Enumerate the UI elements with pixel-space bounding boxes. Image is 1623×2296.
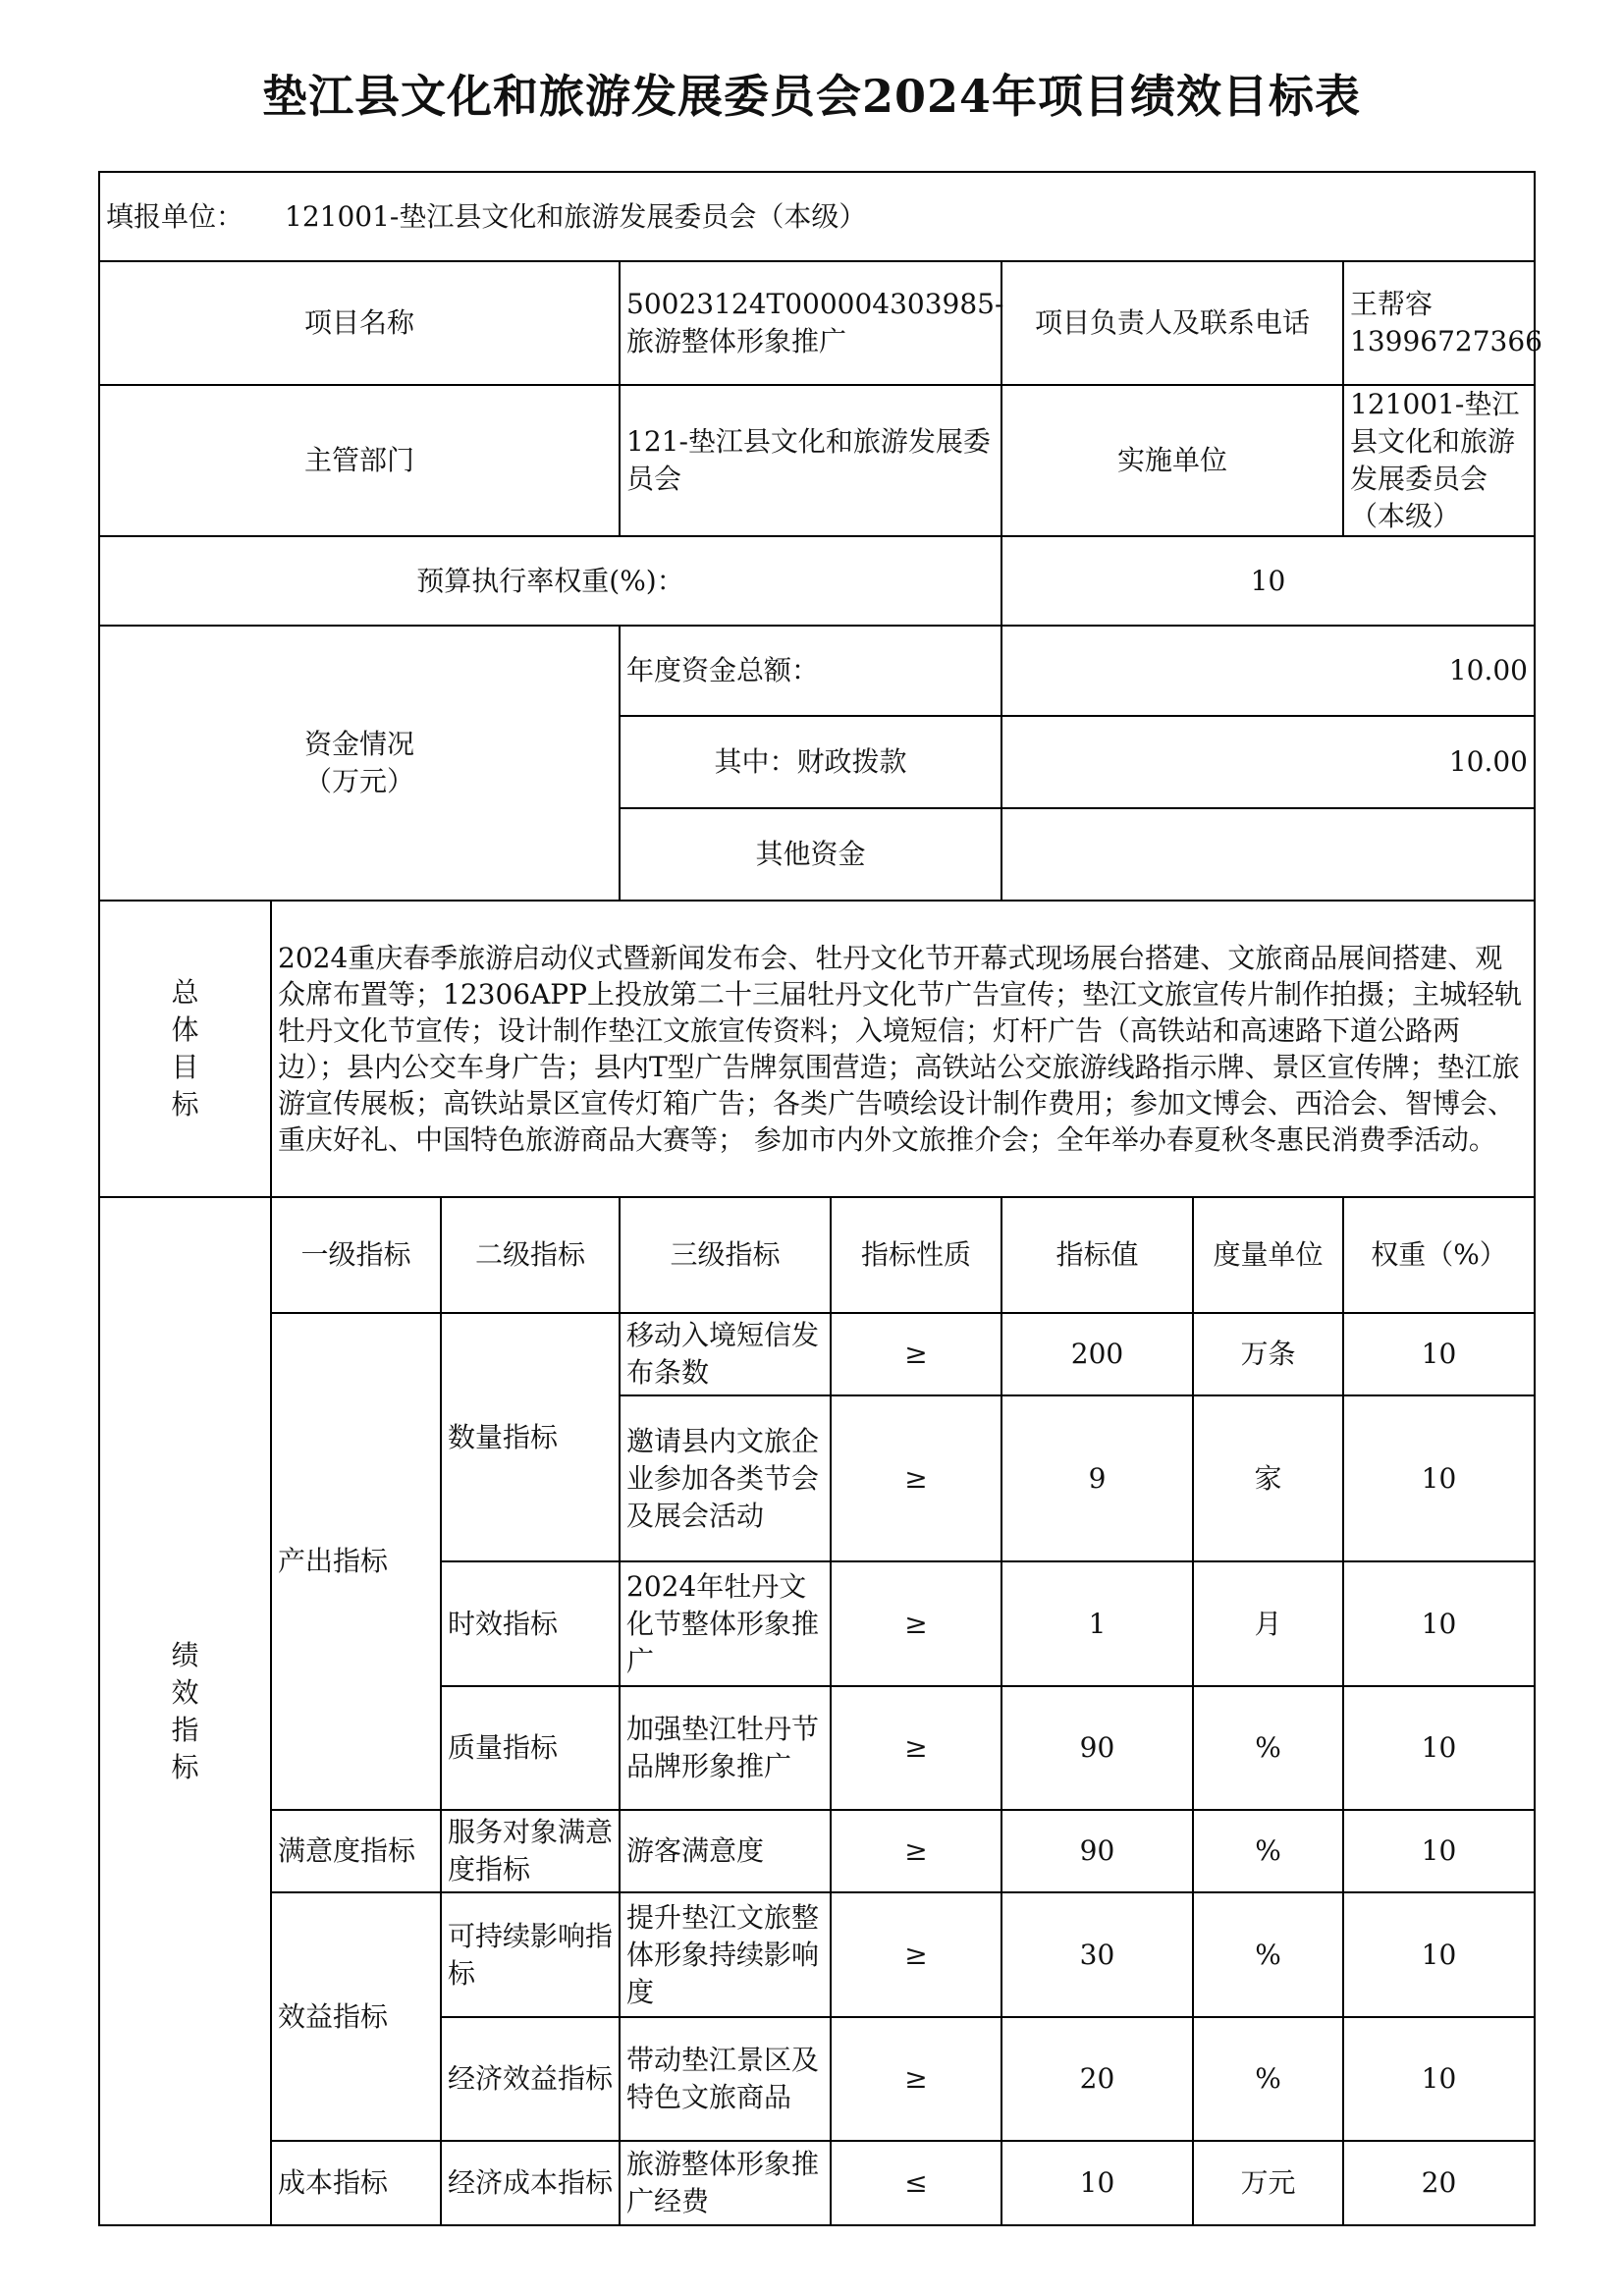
indicator-nature: ≥ <box>831 2017 1001 2141</box>
budget-rate-value: 10 <box>1001 536 1535 626</box>
header-level2: 二级指标 <box>441 1197 620 1313</box>
level1-benefit: 效益指标 <box>271 1892 441 2141</box>
funds-label: 资金情况 （万元） <box>99 626 620 901</box>
indicator-nature: ≥ <box>831 1686 1001 1810</box>
funds-total-value: 10.00 <box>1001 626 1535 716</box>
indicator-value: 9 <box>1001 1395 1193 1561</box>
indicator-nature: ≥ <box>831 1810 1001 1892</box>
fill-unit-label: 填报单位： <box>106 199 244 233</box>
header-level1: 一级指标 <box>271 1197 441 1313</box>
impl-unit-value: 121001-垫江县文化和旅游发展委员会（本级） <box>1343 385 1535 536</box>
indicator-unit: % <box>1193 1686 1343 1810</box>
indicator-unit: % <box>1193 1810 1343 1892</box>
dept-label: 主管部门 <box>99 385 620 536</box>
indicator-value: 10 <box>1001 2141 1193 2225</box>
indicator-unit: 万元 <box>1193 2141 1343 2225</box>
overall-goal-text: 2024重庆春季旅游启动仪式暨新闻发布会、牡丹文化节开幕式现场展台搭建、文旅商品展间搭建、观众席布置等；12306APP上投放第二十三届牡丹文化节广告宣传；垫江文旅宣传片制作拍摄；主城轻轨牡丹文化节宣传；设计制作垫江文旅宣传资料；入境短信；灯杆广告（高铁站和高速路下道公路两边）；县内公交车身广告；县内T型广告牌氛围营造；高铁站公交旅游线路指示牌、景区宣传牌；垫江旅游宣传展板；高铁站景区宣传灯箱广告；各类广告喷绘设计制作费用；参加文博会、西洽会、智博会、重庆好礼、中国特色旅游商品大赛等； 参加市内外文旅推介会；全年举办春夏秋冬惠民消费季活动。 <box>271 901 1535 1197</box>
indicator-unit: 月 <box>1193 1561 1343 1686</box>
indicator-weight: 10 <box>1343 2017 1535 2141</box>
funds-total-label: 年度资金总额： <box>620 626 1001 716</box>
project-name-label: 项目名称 <box>99 261 620 385</box>
impl-unit-label: 实施单位 <box>1001 385 1343 536</box>
indicator-nature: ≥ <box>831 1313 1001 1395</box>
header-level3: 三级指标 <box>620 1197 831 1313</box>
funds-other-label: 其他资金 <box>620 808 1001 901</box>
indicator-weight: 10 <box>1343 1395 1535 1561</box>
table-row <box>99 2141 1535 2225</box>
level2-timeliness: 时效指标 <box>441 1561 620 1686</box>
level3-indicator: 游客满意度 <box>620 1810 831 1892</box>
indicator-weight: 10 <box>1343 1561 1535 1686</box>
level2-economic-benefit: 经济效益指标 <box>441 2017 620 2141</box>
table-row <box>99 1810 1535 1892</box>
level3-indicator: 旅游整体形象推广经费 <box>620 2141 831 2225</box>
indicator-value: 20 <box>1001 2017 1193 2141</box>
indicator-unit: 家 <box>1193 1395 1343 1561</box>
indicator-nature: ≥ <box>831 1892 1001 2017</box>
indicator-nature: ≥ <box>831 1561 1001 1686</box>
indicator-unit: 万条 <box>1193 1313 1343 1395</box>
indicator-value: 1 <box>1001 1561 1193 1686</box>
level3-indicator: 移动入境短信发布条数 <box>620 1313 831 1395</box>
indicator-nature: ≤ <box>831 2141 1001 2225</box>
budget-rate-label: 预算执行率权重(%)： <box>99 536 1001 626</box>
level1-satisfaction: 满意度指标 <box>271 1810 441 1892</box>
level2-quality: 质量指标 <box>441 1686 620 1810</box>
indicator-weight: 20 <box>1343 2141 1535 2225</box>
level2-economic-cost: 经济成本指标 <box>441 2141 620 2225</box>
header-value: 指标值 <box>1001 1197 1193 1313</box>
fill-unit-value: 121001-垫江县文化和旅游发展委员会（本级） <box>285 199 867 233</box>
level3-indicator: 带动垫江景区及特色文旅商品 <box>620 2017 831 2141</box>
level2-sustainable-impact: 可持续影响指标 <box>441 1892 620 2017</box>
performance-indicators-label: 绩 效 指 标 <box>99 1197 271 2225</box>
performance-target-table <box>98 171 1542 2226</box>
level1-output: 产出指标 <box>271 1313 441 1810</box>
table-row <box>99 1892 1535 2017</box>
project-leader-value: 王帮容13996727366 <box>1343 261 1535 385</box>
project-leader-label: 项目负责人及联系电话 <box>1001 261 1343 385</box>
level3-indicator: 提升垫江文旅整体形象持续影响度 <box>620 1892 831 2017</box>
funds-other-value <box>1001 808 1535 901</box>
indicator-weight: 10 <box>1343 1810 1535 1892</box>
indicator-weight: 10 <box>1343 1892 1535 2017</box>
funds-fiscal-value: 10.00 <box>1001 716 1535 808</box>
level3-indicator: 2024年牡丹文化节整体形象推广 <box>620 1561 831 1686</box>
indicator-value: 90 <box>1001 1810 1193 1892</box>
funds-fiscal-label: 其中：财政拨款 <box>620 716 1001 808</box>
indicator-unit: % <box>1193 1892 1343 2017</box>
level2-service-satisfaction: 服务对象满意度指标 <box>441 1810 620 1892</box>
header-unit: 度量单位 <box>1193 1197 1343 1313</box>
project-name-value: 50023124T000004303985-旅游整体形象推广 <box>620 261 1001 385</box>
page-title: 垫江县文化和旅游发展委员会2024年项目绩效目标表 <box>261 70 1362 123</box>
indicator-value: 90 <box>1001 1686 1193 1810</box>
header-nature: 指标性质 <box>831 1197 1001 1313</box>
indicator-value: 30 <box>1001 1892 1193 2017</box>
fill-unit-row <box>99 172 1535 261</box>
dept-value: 121-垫江县文化和旅游发展委员会 <box>620 385 1001 536</box>
indicator-nature: ≥ <box>831 1395 1001 1561</box>
overall-goal-label: 总 体 目 标 <box>99 901 271 1197</box>
level3-indicator: 加强垫江牡丹节品牌形象推广 <box>620 1686 831 1810</box>
header-weight: 权重（%） <box>1343 1197 1535 1313</box>
table-row <box>99 1313 1535 1395</box>
indicator-value: 200 <box>1001 1313 1193 1395</box>
indicator-unit: % <box>1193 2017 1343 2141</box>
level2-quantity: 数量指标 <box>441 1313 620 1561</box>
indicator-weight: 10 <box>1343 1686 1535 1810</box>
indicator-weight: 10 <box>1343 1313 1535 1395</box>
level3-indicator: 邀请县内文旅企业参加各类节会及展会活动 <box>620 1395 831 1561</box>
level1-cost: 成本指标 <box>271 2141 441 2225</box>
